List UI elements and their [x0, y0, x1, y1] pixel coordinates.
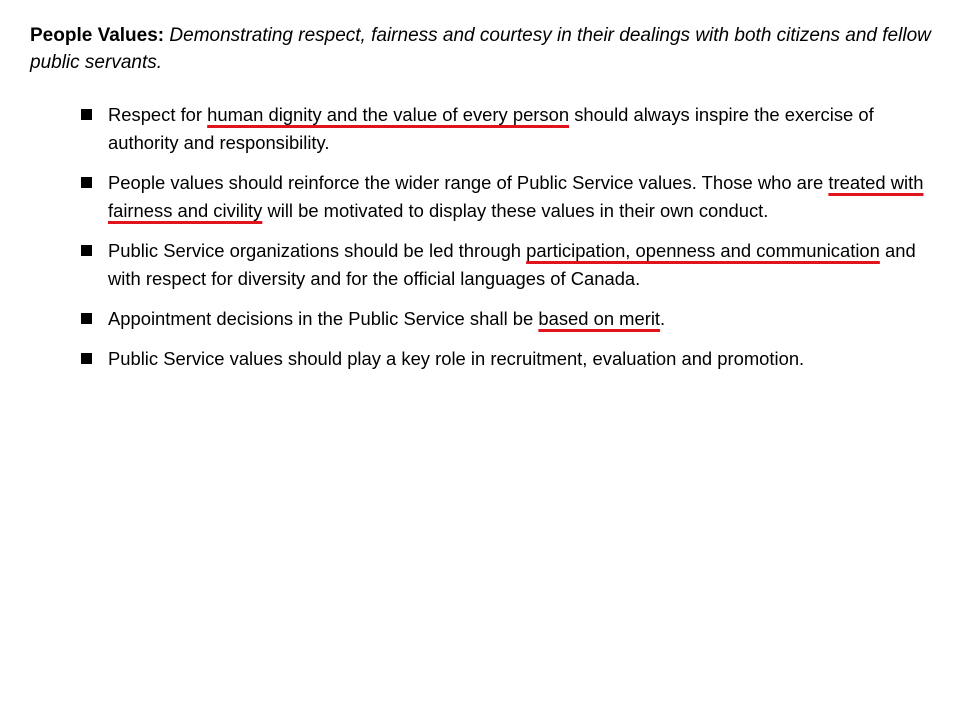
- item-text: Respect for: [108, 104, 208, 125]
- item-text: Appointment decisions in the Public Service shall be: [108, 308, 539, 329]
- list-item: [80, 345, 930, 373]
- values-list: [80, 101, 930, 385]
- item-text: People values should reinforce the wider range of Public Service values. Those who are: [108, 172, 829, 193]
- highlighted-phrase: treated with fairness and civility: [108, 172, 924, 221]
- square-bullet-icon: [81, 177, 92, 188]
- item-text: .: [660, 308, 666, 329]
- list-item: [80, 101, 930, 157]
- highlighted-phrase: participation, openness and communication: [526, 240, 880, 261]
- highlighted-phrase: human dignity and the value of every person: [207, 104, 570, 125]
- section-description: Demonstrating respect, fairness and courtesy in their dealings with both citizens and fellow public servants.: [30, 25, 931, 73]
- square-bullet-icon: [81, 109, 92, 120]
- section-heading: People Values:: [30, 25, 165, 46]
- item-text: Public Service organizations should be led through: [108, 240, 527, 261]
- item-text: will be motivated to display these values in their own conduct.: [262, 200, 769, 221]
- list-item: [80, 305, 930, 333]
- list-item: [80, 169, 930, 225]
- square-bullet-icon: [81, 245, 92, 256]
- square-bullet-icon: [81, 353, 92, 364]
- square-bullet-icon: [81, 313, 92, 324]
- item-text: Public Service values should play a key role in recruitment, evaluation and promotion.: [108, 348, 805, 369]
- list-item: [80, 237, 930, 293]
- intro-paragraph: [30, 22, 935, 76]
- item-text: and with respect for diversity and for the official languages of Canada.: [108, 240, 916, 289]
- highlighted-phrase: based on merit: [538, 308, 661, 329]
- item-text: should always inspire the exercise of authority and responsibility.: [108, 104, 874, 153]
